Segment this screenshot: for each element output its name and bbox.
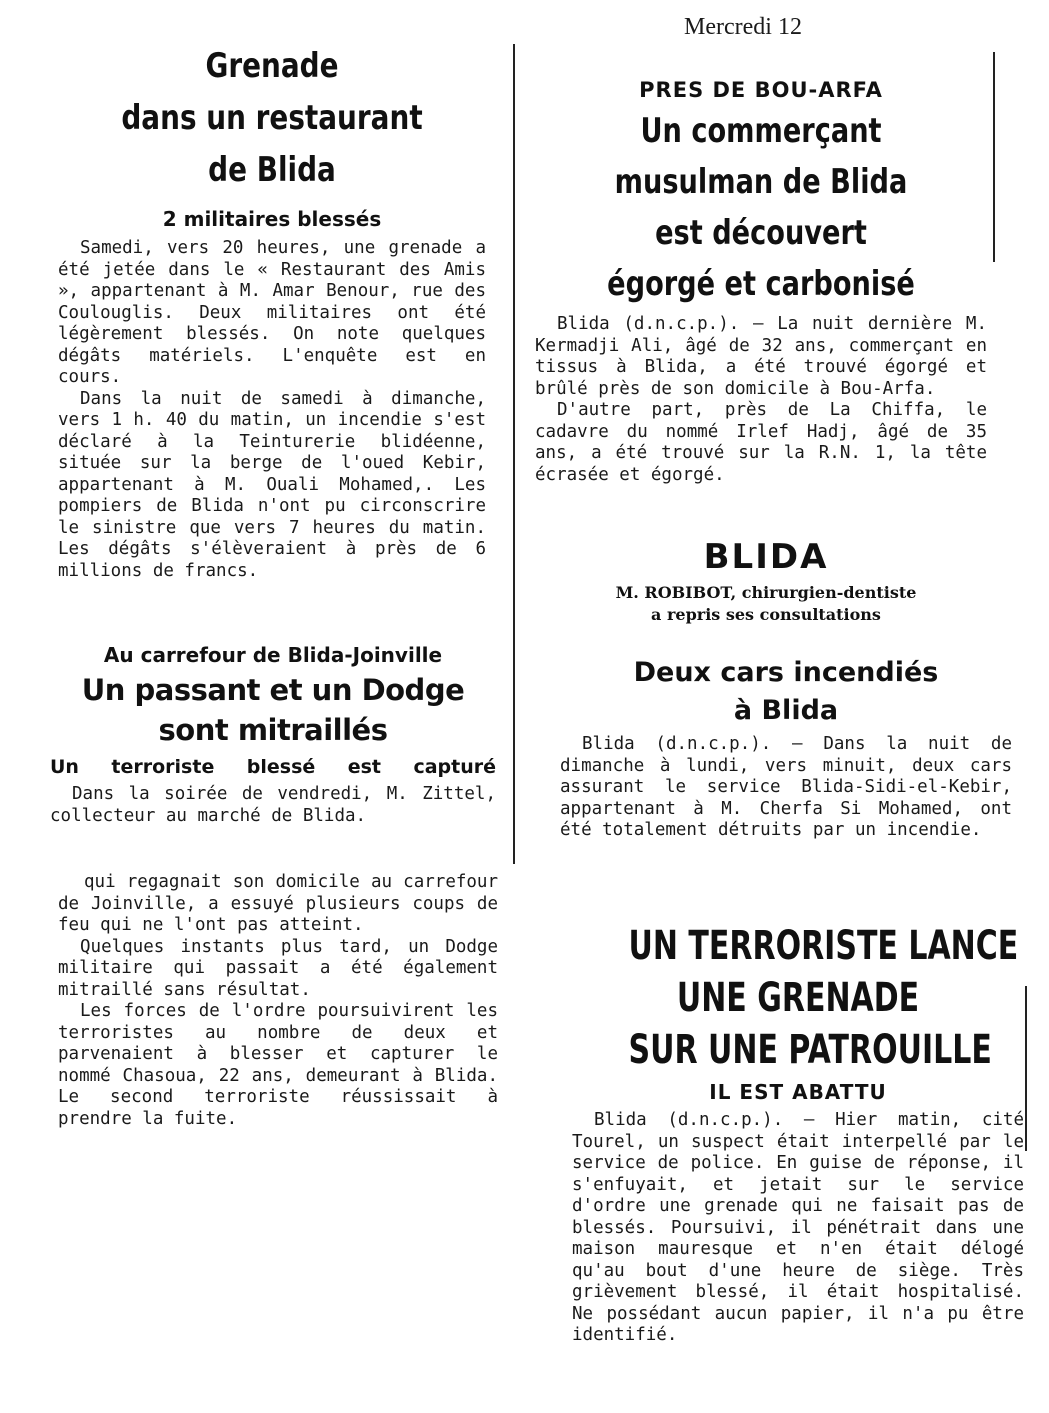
article-paragraph: Quelques instants plus tard, un Dodge militaire qui passait a été également mitraillé sans résultat. [58, 936, 498, 1000]
article-headline-line: sont mitraillés [158, 713, 388, 747]
page-date: Mercredi 12 [684, 14, 802, 40]
article-headline-line: dans un restaurant [121, 98, 423, 138]
article-body [58, 238, 486, 582]
article-headline-line: Deux cars incendiés [633, 657, 939, 688]
article-subhead: 2 militaires blessés [162, 207, 382, 231]
article-subhead: Un terroriste blessé est capturé [50, 756, 496, 778]
article-headline-line: à Blida [733, 695, 839, 726]
article-paragraph: qui regagnait son domicile au carrefour de Joinville, a essuyé plusieurs coups de feu qui ne l'ont pas atteint. [58, 872, 498, 935]
article-headline-line: musulman de Blida [614, 162, 908, 202]
article-body [560, 734, 1012, 842]
article-cars [560, 654, 1012, 842]
article-headline-line: UNE GRENADE [676, 975, 920, 1021]
section-notice-line: M. ROBIBOT, chirurgien-dentiste [615, 583, 917, 602]
article-kicker: PRES DE BOU-ARFA [639, 78, 883, 102]
article-paragraph: Blida (d.n.c.p.). — Hier matin, cité Tourel, un suspect était interpellé par le service de police. En guise de réponse, il s'enfuyait, et jetait sur le service d'ordre une grenade qui ne faisait pas de blessés. Poursuivi, il pénétrait dans une maison mauresque et n'en était délogé qu'au bout d'une heure de siège. Très grièvement blessé, il était hospitalisé. Ne possédant aucun papier, il n'a pu être identifié. [572, 1110, 1024, 1345]
article-headline-line: Un passant et un Dodge [81, 673, 465, 707]
column-rule-patrouille [1025, 986, 1027, 1151]
article-grenade-restaurant [58, 40, 486, 582]
section-title: BLIDA [703, 537, 829, 577]
article-paragraph: Samedi, vers 20 heures, une grenade a été jetée dans le « Restaurant des Amis », appartenant à M. Amar Benour, rue des Coulouglis. Deux militaires ont été légèrement blessés. On note quelques dégâts matériels. L'enquête est en cours. [58, 238, 486, 387]
article-dodge-continued [58, 872, 498, 1130]
section-notice-line: a repris ses consultations [651, 605, 881, 624]
article-headline-line: de Blida [208, 150, 336, 190]
article-body-part2 [58, 872, 498, 1130]
article-paragraph: Blida (d.n.c.p.). — La nuit dernière M. Kermadji Ali, âgé de 32 ans, commerçant en tissus à Blida, a été trouvé égorgé et brûlé près de son domicile à Bou-Arfa. [535, 314, 987, 399]
article-body [572, 1110, 1024, 1347]
article-headline-line: UN TERRORISTE LANCE [628, 923, 1019, 969]
article-subhead: IL EST ABATTU [709, 1080, 887, 1104]
article-headline-line: SUR UNE PATROUILLE [628, 1027, 992, 1073]
article-kicker: Au carrefour de Blida-Joinville [103, 643, 443, 667]
column-rule-left [513, 44, 515, 864]
article-paragraph: D'autre part, près de La Chiffa, le cadavre du nommé Irlef Hadj, âgé de 35 ans, a été trouvé sur la R.N. 1, la tête écrasée et égorgé. [535, 400, 987, 485]
article-headline-line: Un commerçant [640, 111, 882, 151]
column-rule-right [993, 52, 995, 262]
section-blida [560, 532, 972, 626]
article-headline-line: est découvert [655, 213, 867, 253]
article-body [535, 314, 987, 486]
article-headline-line: Grenade [205, 46, 339, 86]
article-dodge [50, 640, 496, 827]
article-paragraph: Les forces de l'ordre poursuivirent les terroristes au nombre de deux et parvenaient à blesser et capturer le nommé Chasoua, 22 ans, demeurant à Blida. Le second terroriste réussissait à prendre la fuite. [58, 1001, 498, 1129]
article-body-part1 [50, 784, 496, 827]
article-patrouille [572, 920, 1024, 1347]
article-bou-arfa [535, 74, 987, 486]
article-headline-line: égorgé et carbonisé [607, 264, 915, 304]
article-paragraph: Dans la soirée de vendredi, M. Zittel, collecteur au marché de Blida. [50, 784, 496, 826]
article-paragraph: Blida (d.n.c.p.). — Dans la nuit de dimanche à lundi, vers minuit, deux cars assurant le service Blida-Sidi-el-Kebir, appartenant à M. Cherfa Si Mohamed, ont été totalement détruits par un incendie. [560, 734, 1012, 840]
article-paragraph: Dans la nuit de samedi à dimanche, vers 1 h. 40 du matin, un incendie s'est déclaré à la Teinturerie blidéenne, située sur la berge de l'oued Kebir, appartenant à M. Ouali Mohamed,. Les pompiers de Blida n'ont pu circonscrire le sinistre que vers 7 heures du matin. Les dégâts s'élèveraient à près de 6 millions de francs. [58, 388, 486, 581]
